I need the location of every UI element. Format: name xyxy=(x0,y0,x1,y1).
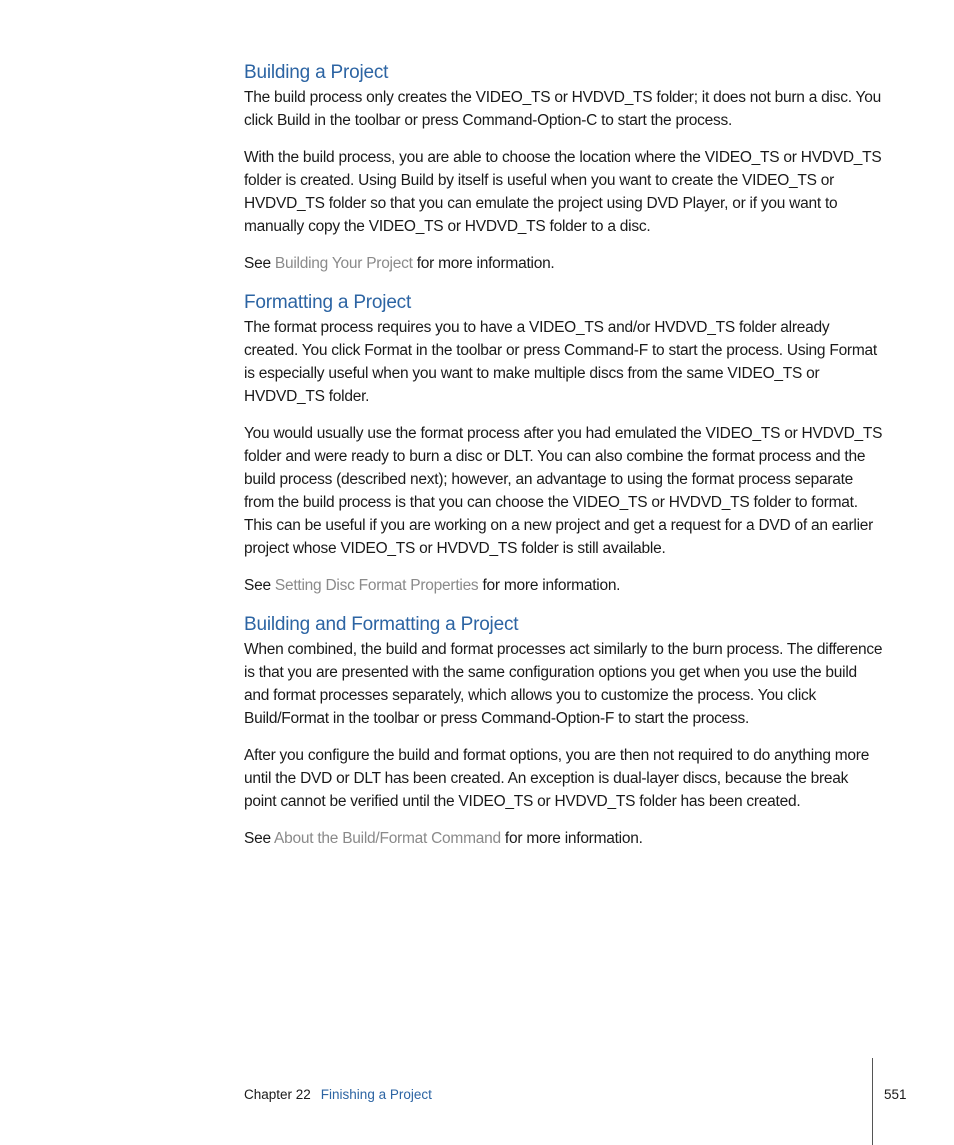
see-prefix: See xyxy=(244,577,275,594)
footer-chapter: Chapter 22 xyxy=(244,1087,311,1102)
see-suffix: for more information. xyxy=(478,577,621,594)
see-also xyxy=(244,827,884,850)
section-heading: Building a Project xyxy=(244,62,389,83)
page-content xyxy=(244,60,884,850)
cross-reference-link[interactable]: Building Your Project xyxy=(274,255,413,272)
footer-divider xyxy=(872,1058,873,1145)
see-suffix: for more information. xyxy=(500,830,643,847)
see-prefix: See xyxy=(244,830,275,847)
see-also xyxy=(244,252,884,275)
cross-reference-link[interactable]: Setting Disc Format Properties xyxy=(274,577,479,594)
paragraph: The build process only creates the VIDEO_TS or HVDVD_TS folder; it does not burn a disc. You click Build in the toolbar or press Command-Option-C to start the process. xyxy=(244,89,881,129)
paragraph: The format process requires you to have a VIDEO_TS and/or HVDVD_TS folder already created. You click Format in the toolbar or press Command-F to start the process. Using Format is especially useful when you want to make multiple discs from the same VIDEO_TS or HVDVD_TS folder. xyxy=(244,319,877,405)
section-heading: Building and Formatting a Project xyxy=(244,614,519,635)
page-number: 551 xyxy=(884,1087,907,1102)
paragraph: With the build process, you are able to choose the location where the VIDEO_TS or HVDVD_TS folder is created. Using Build by itself is useful when you want to create the VIDEO_TS or HVDVD_TS folder so that you can emulate the project using DVD Player, or if you want to manually copy the VIDEO_TS or HVDVD_TS folder to a disc. xyxy=(244,149,882,235)
section-heading: Formatting a Project xyxy=(244,292,412,313)
footer-chapter-title[interactable]: Finishing a Project xyxy=(320,1087,432,1102)
page-footer xyxy=(244,1086,432,1104)
paragraph: You would usually use the format process after you had emulated the VIDEO_TS or HVDVD_TS folder and were ready to burn a disc or DLT. You can also combine the format process and the build process (described next); however, an advantage to using the format process separate from the build process is that you can choose the VIDEO_TS or HVDVD_TS folder to format. This can be useful if you are working on a new project and get a request for a DVD of an earlier project whose VIDEO_TS or HVDVD_TS folder is still available. xyxy=(244,425,883,557)
paragraph: After you configure the build and format options, you are then not required to do anything more until the DVD or DLT has been created. An exception is dual-layer discs, because the break point cannot be verified until the VIDEO_TS or HVDVD_TS folder has been created. xyxy=(244,747,870,810)
see-prefix: See xyxy=(244,255,275,272)
paragraph: When combined, the build and format processes act similarly to the burn process. The difference is that you are presented with the same configuration options you get when you use the build and format processes separately, which allows you to customize the process. You click Build/Format in the toolbar or press Command-Option-F to start the process. xyxy=(244,641,883,727)
cross-reference-link[interactable]: About the Build/Format Command xyxy=(274,830,501,847)
see-suffix: for more information. xyxy=(412,255,555,272)
see-also xyxy=(244,574,884,597)
